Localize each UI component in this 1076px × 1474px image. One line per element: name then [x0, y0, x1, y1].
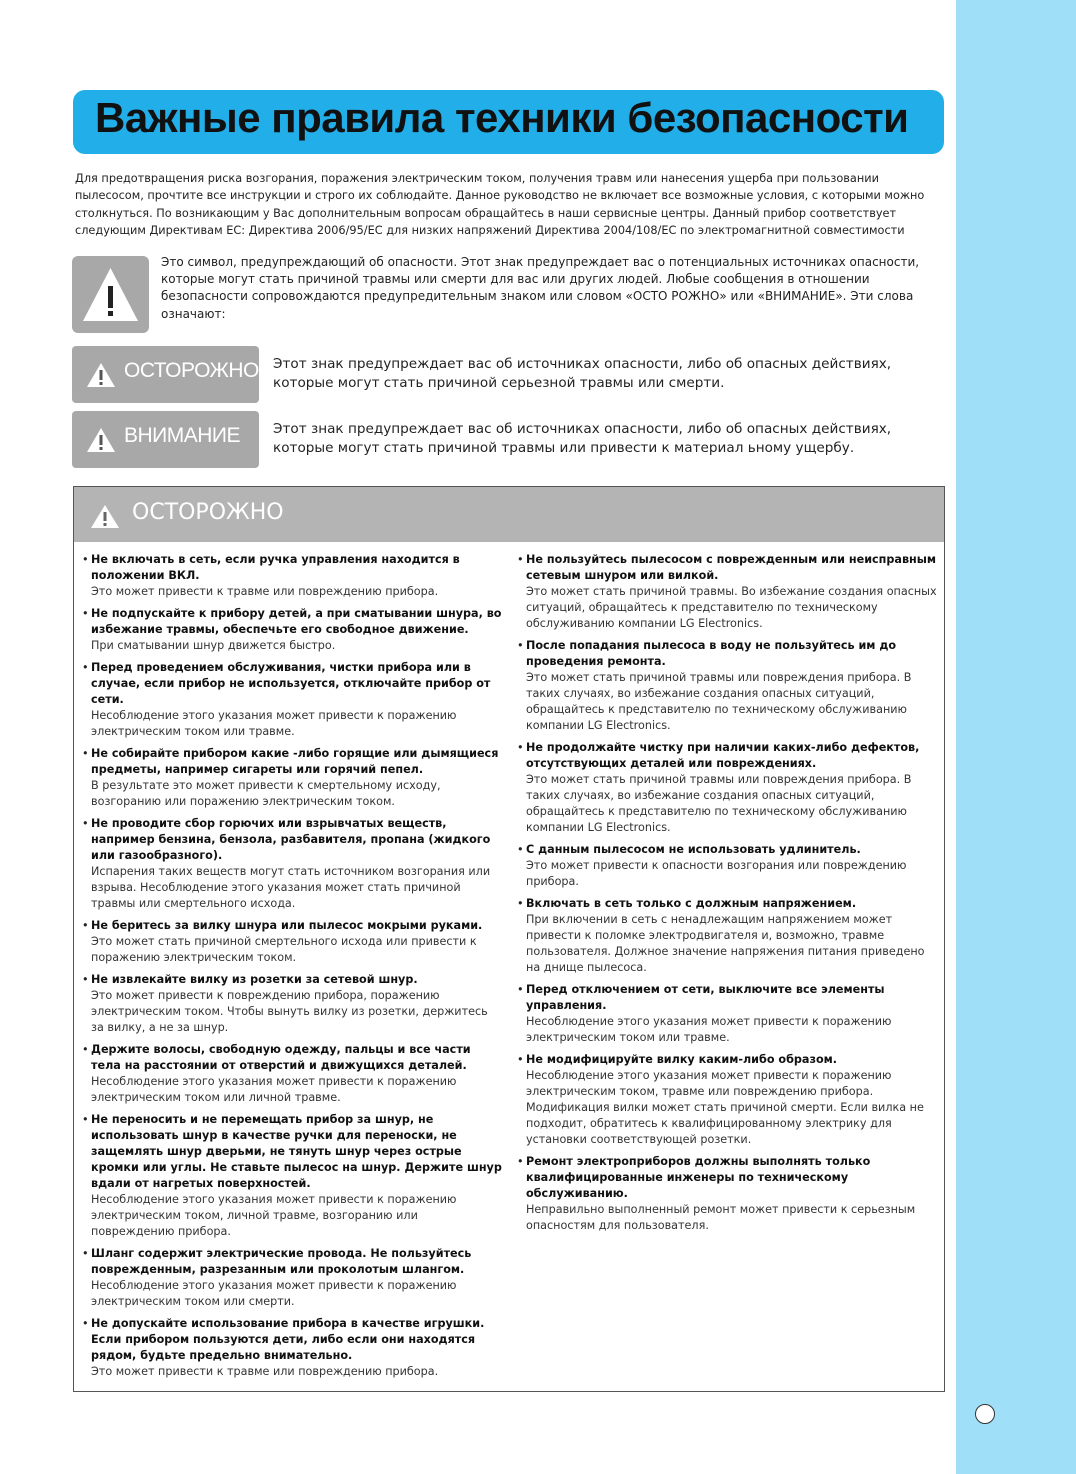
caution-item-body: При сматывании шнур движется быстро. [91, 639, 336, 652]
intro-paragraph: Для предотвращения риска возгорания, поражения электрическим током, получения травм или нанесения ущерба при пользовании пылесосом, прочтите все инструкции и строго их соблюдайте. Данное руководство не включает все возможные условия, с которыми можно столкнуться. По возникающим у Вас дополнительным вопросам обращайтесь в наши сервисные центры. Данный прибор соответствует следующим Директивам ЕС: Директива 2006/95/ЕС для низких напряжений Директива 2004/108/ЕС по электромагнитной совместимости [75, 172, 925, 238]
caution-right-column [517, 552, 942, 1240]
caution-item [82, 1246, 502, 1310]
title-banner [73, 90, 944, 154]
caution-item-heading: • После попадания пылесоса в воду не пользуйтесь им до проведения ремонта. [526, 639, 897, 668]
caution-item-heading: • Не допускайте использование прибора в качестве игрушки. Если прибором пользуются дети, либо если они находятся рядом, будьте предельно внимательно. [91, 1317, 485, 1362]
caution-item-body: Это может привести к травме или повреждению прибора. [91, 585, 439, 598]
caution-item-body: Это может стать причиной смертельного исхода или привести к поражению электрическим током. [91, 935, 477, 964]
caution-item-body: При включении в сеть с ненадлежащим напряжением может привести к поломке электродвигателя и, возможно, травме пользователя. Должное значение напряжения питания приведено на днище пылесоса. [526, 913, 925, 974]
caution-item [82, 1042, 502, 1106]
caution-item-heading: • Перед отключением от сети, выключите все элементы управления. [526, 983, 885, 1012]
caution-title: ОСТОРОЖНО [132, 500, 284, 525]
caution-item [517, 740, 942, 836]
caution-item-body: Несоблюдение этого указания может привести к поражению электрическим током или травме. [526, 1015, 892, 1044]
caution-item-heading: • Не включать в сеть, если ручка управления находится в положении ВКЛ. [91, 553, 460, 582]
caution-item-body: Испарения таких веществ могут стать источником возгорания или взрыва. Несоблюдение этого указания может стать причиной травмы или смертельного исхода. [91, 865, 491, 910]
caution-item-heading: • Держите волосы, свободную одежду, пальцы и все части тела на расстоянии от отверстий и движущихся деталей. [91, 1043, 471, 1072]
badge-label: ОСТОРОЖНО [124, 359, 259, 382]
caution-header [74, 487, 944, 542]
caution-item-heading: • Не подпускайте к прибору детей, а при сматывании шнура, во избежание травмы, обеспечьте его свободное движение. [91, 607, 502, 636]
caution-item-body: Несоблюдение этого указания может привести к поражению электрическим током, травме или повреждению прибора. Модификация вилки может стать причиной смерти. Если вилка не подходит, обратитесь к квалифицированному электрику для установки соответствующей розетки. [526, 1069, 924, 1146]
caution-item-body: Это может привести к повреждению прибора, поражению электрическим током. Чтобы вынуть вилку из розетки, держитесь за вилку, а не за шнур. [91, 989, 488, 1034]
caution-item-body: В результате это может привести к смертельному исходу, возгоранию или поражению электрическим током. [91, 779, 441, 808]
caution-item-body: Неправильно выполненный ремонт может привести к серьезным опасностям для пользователя. [526, 1203, 916, 1232]
caution-item-heading: • Включать в сеть только с должным напряжением. [526, 897, 857, 910]
caution-item [517, 1052, 942, 1148]
caution-item-body: Несоблюдение этого указания может привести к поражению электрическим током или личной травме. [91, 1075, 457, 1104]
caution-left-column [82, 552, 502, 1386]
caution-item-body: Несоблюдение этого указания может привести к поражению электрическим током или травме. [91, 709, 457, 738]
warning-symbol [72, 256, 149, 333]
caution-item [517, 1154, 942, 1234]
caution-item-body: Это может привести к травме или повреждению прибора. [91, 1365, 439, 1378]
caution-item-heading: • Не извлекайте вилку из розетки за сетевой шнур. [91, 973, 418, 986]
caution-item [517, 982, 942, 1046]
badge-attention [72, 411, 259, 468]
caution-item-body: Это может стать причиной травмы или повреждения прибора. В таких случаях, во избежание создания опасных ситуаций, обращайтесь к представителю по техническому обслуживанию компании LG Electronics. [526, 671, 912, 732]
caution-item-heading: • С данным пылесосом не использовать удлинитель. [526, 843, 861, 856]
caution-item [82, 1316, 502, 1380]
caution-item [517, 896, 942, 976]
side-color-band [956, 0, 1076, 1474]
caution-item [82, 660, 502, 740]
caution-item-heading: • Не пользуйтесь пылесосом с поврежденным или неисправным сетевым шнуром или вилкой. [526, 553, 937, 582]
warning-triangle-icon [80, 264, 141, 325]
caution-item-heading: • Ремонт электроприборов должны выполнять только квалифицированные инженеры по техническому обслуживанию. [526, 1155, 871, 1200]
caution-item [82, 746, 502, 810]
caution-item [82, 972, 502, 1036]
caution-item [82, 606, 502, 654]
badge-caution [72, 346, 259, 403]
warning-triangle-icon [90, 504, 120, 529]
caution-item-body: Несоблюдение этого указания может привести к поражению электрическим током или смерти. [91, 1279, 457, 1308]
caution-item [82, 816, 502, 912]
caution-item [82, 1112, 502, 1240]
caution-item-body: Несоблюдение этого указания может привести к поражению электрическим током, личной травме, возгоранию или повреждению прибора. [91, 1193, 457, 1238]
warning-triangle-icon [86, 427, 116, 453]
caution-item-heading: • Шланг содержит электрические провода. Не пользуйтесь поврежденным, разрезанным или проколотым шлангом. [91, 1247, 472, 1276]
caution-item [82, 552, 502, 600]
warning-triangle-icon [86, 362, 116, 388]
caution-item-heading: • Не собирайте прибором какие -либо горящие или дымящиеся предметы, например сигареты или горячий пепел. [91, 747, 499, 776]
caution-item-body: Это может стать причиной травмы или повреждения прибора. В таких случаях, во избежание создания опасных ситуаций, обращайтесь к представителю по техническому обслуживанию компании LG Electronics. [526, 773, 912, 834]
caution-item-body: Это может стать причиной травмы. Во избежание создания опасных ситуаций, обращайтесь к представителю по техническому обслуживанию компании LG Electronics. [526, 585, 937, 630]
caution-item-heading: • Не продолжайте чистку при наличии каких-либо дефектов, отсутствующих деталей или повреждениях. [526, 741, 920, 770]
badge-caution-description: Этот знак предупреждает вас об источниках опасности, либо об опасных действиях, которые могут стать причиной серьезной травмы или смерти. [273, 356, 892, 391]
badge-attention-description: Этот знак предупреждает вас об источниках опасности, либо об опасных действиях, которые могут стать причиной травмы или привести к материал ьному ущербу. [273, 421, 892, 456]
symbol-description: Это символ, предупреждающий об опасности. Этот знак предупреждает вас о потенциальных источниках опасности, которые могут стать причиной травмы или смерти для вас или других людей. Любые сообщения в отношении безопасности сопровождаются предупредительным знаком или словом «ОСТО РОЖНО» или «ВНИМАНИЕ». Эти слова означают: [161, 255, 920, 321]
caution-item [82, 918, 502, 966]
caution-item-heading: • Не проводите сбор горючих или взрывчатых веществ, например бензина, бензола, разбавителя, пропана (жидкого или газообразного). [91, 817, 491, 862]
caution-item [517, 842, 942, 890]
caution-item-body: Это может привести к опасности возгорания или повреждению прибора. [526, 859, 907, 888]
caution-item-heading: • Перед проведением обслуживания, чистки прибора или в случае, если прибор не используется, отключайте прибор от сети. [91, 661, 491, 706]
page-number-circle [975, 1404, 995, 1424]
caution-item-heading: • Не переносить и не перемещать прибор за шнур, не использовать шнур в качестве ручки для переноски, не защемлять шнур дверьми, не тянуть шнур через острые кромки или углы. Не ставьте пылесос на шнур. Держите шнур вдали от нагретых поверхностей. [91, 1113, 502, 1190]
caution-item [517, 638, 942, 734]
page-title: Важные правила техники безопасности [95, 94, 909, 141]
caution-item-heading: • Не беритесь за вилку шнура или пылесос мокрыми руками. [91, 919, 483, 932]
caution-item [517, 552, 942, 632]
badge-label: ВНИМАНИЕ [124, 424, 241, 447]
caution-item-heading: • Не модифицируйте вилку каким-либо образом. [526, 1053, 838, 1066]
